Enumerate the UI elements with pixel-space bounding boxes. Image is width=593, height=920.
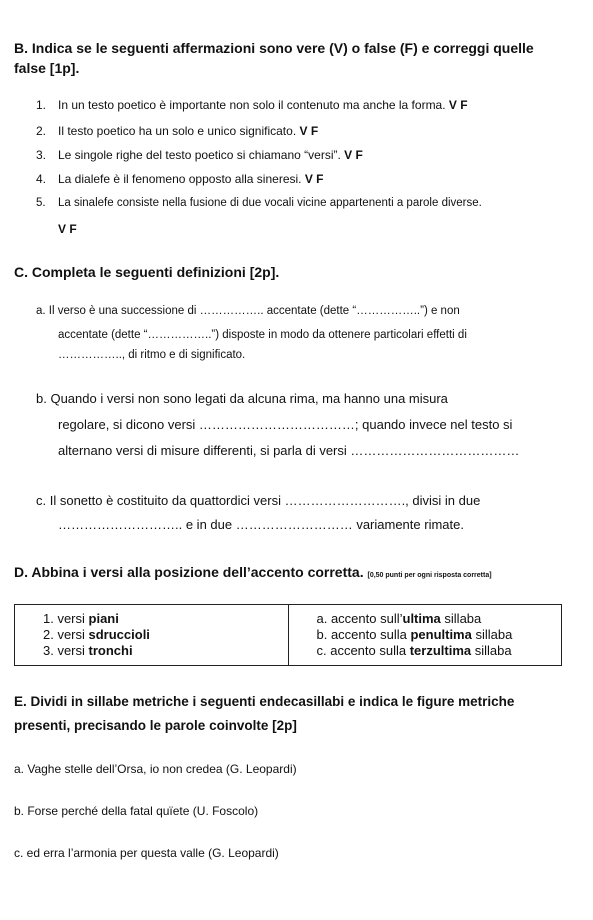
section-e-title-cont: presenti, precisando le parole coinvolte [2p] — [14, 718, 297, 733]
b-item-5: 5. La sinalefe consiste nella fusione di due vocali vicine appartenenti a parole diverse. — [36, 197, 482, 209]
points-note: [0,50 punti per ogni risposta corretta] — [367, 572, 492, 579]
accent-position-item: c. accento sulla terzultima sillaba — [316, 643, 512, 658]
b-item-2: 2. Il testo poetico ha un solo e unico significato. V F — [36, 124, 319, 138]
c-def-a-line2: accentate (dette “……………..”) disposte in modo da ottenere particolari effetti di — [58, 329, 467, 341]
c-def-a-line3: …………….., di ritmo e di significato. — [58, 349, 246, 361]
accent-position-item: b. accento sulla penultima sillaba — [316, 627, 513, 642]
c-def-c-line2: ……………………….. e in due ……………………… variamente rimate. — [58, 517, 464, 532]
vf-marker: V F — [299, 124, 319, 138]
section-d-title: D. Abbina i versi alla posizione dell’accento corretta. [0,50 punti per ogni risposta corretta] — [14, 564, 492, 580]
b-item-3: 3. Le singole righe del testo poetico si chiamano “versi”. V F — [36, 148, 363, 162]
c-def-a-line1: a. Il verso è una successione di …………….. accentate (dette “……………..”) e non — [36, 305, 460, 317]
vf-marker: V F — [344, 148, 363, 162]
section-b-title-cont: false [1p]. — [14, 60, 80, 76]
b-item-4: 4. La dialefe è il fenomeno opposto alla sineresi. V F — [36, 172, 324, 186]
section-b-title: B. Indica se le seguenti affermazioni sono vere (V) o false (F) e correggi quelle — [14, 40, 534, 56]
c-def-b-line3: alternano versi di misure differenti, si parla di versi ………………………………… — [58, 443, 520, 458]
verse-c: c. ed erra l’armonia per questa valle (G. Leopardi) — [14, 846, 279, 860]
section-e-title: E. Dividi in sillabe metriche i seguenti endecasillabi e indica le figure metriche — [14, 694, 515, 709]
c-def-b-line1: b. Quando i versi non sono legati da alcuna rima, ma hanno una misura — [36, 391, 448, 406]
verse-a: a. Vaghe stelle dell’Orsa, io non credea (G. Leopardi) — [14, 762, 297, 776]
vf-marker: V F — [448, 98, 468, 112]
c-def-c-line1: c. Il sonetto è costituito da quattordici versi ………………………., divisi in due — [36, 493, 481, 508]
matching-table — [14, 604, 562, 666]
verse-type-item: 1. versi piani — [43, 611, 119, 626]
verse-b: b. Forse perché della fatal quïete (U. Foscolo) — [14, 804, 259, 818]
section-c-title: C. Completa le seguenti definizioni [2p]. — [14, 264, 280, 280]
accent-position-item: a. accento sull’ultima sillaba — [316, 611, 482, 626]
c-def-b-line2: regolare, si dicono versi ………………………………; quando invece nel testo si — [58, 417, 513, 432]
accent-positions-cell — [288, 605, 562, 666]
vf-marker: V F — [58, 222, 77, 236]
b-item-1: 1. In un testo poetico è importante non solo il contenuto ma anche la forma. V F — [36, 98, 468, 112]
vf-marker: V F — [304, 172, 324, 186]
verse-type-item: 2. versi sdruccioli — [43, 627, 150, 642]
verse-type-item: 3. versi tronchi — [43, 643, 133, 658]
verse-types-cell — [15, 605, 289, 666]
